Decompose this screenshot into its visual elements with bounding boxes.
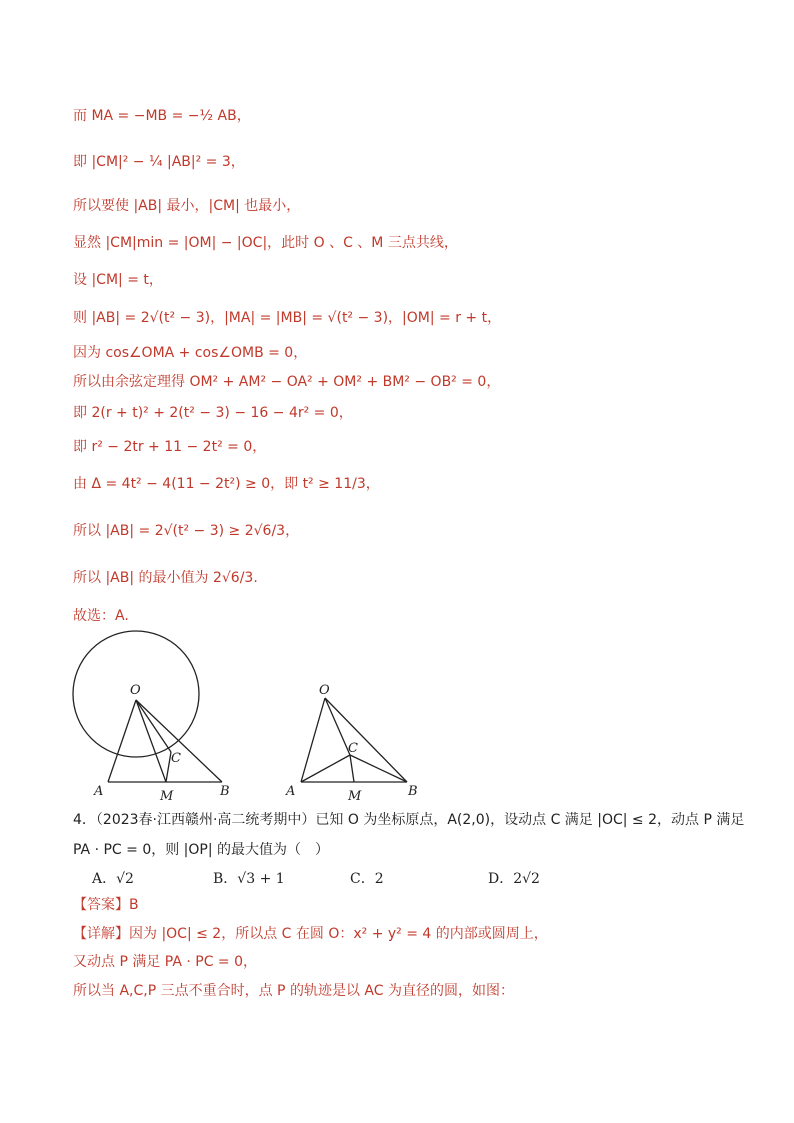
solution-line: 显然 |CM|min = |OM| − |OC|，此时 O 、C 、M 三点共线， <box>73 235 458 251</box>
geometry-figure <box>60 630 440 805</box>
label-o: O <box>130 683 141 698</box>
label-a: A <box>94 784 104 799</box>
answer-line: 【答案】B <box>73 897 139 913</box>
option-c: C．2 <box>350 871 384 887</box>
label-b: B <box>408 784 418 799</box>
label-c: C <box>348 741 358 756</box>
solution-line: 而 MA = −MB = −½ AB， <box>73 108 251 124</box>
solution-line: 即 r² − 2tr + 11 − 2t² = 0， <box>73 439 267 455</box>
segment-oc <box>325 698 350 755</box>
label-m: M <box>348 789 362 804</box>
option-d: D．2√2 <box>488 871 540 887</box>
segment-oa <box>301 698 325 782</box>
solution-line: 所以由余弦定理得 OM² + AM² − OA² + OM² + BM² − OB² = 0， <box>73 374 501 390</box>
segment-ca <box>301 755 350 782</box>
segment-oc <box>136 700 171 752</box>
label-a: A <box>286 784 296 799</box>
solution-line: 设 |CM| = t， <box>73 272 163 288</box>
segment-oa <box>108 700 136 782</box>
solution-line: 故选：A. <box>73 608 129 624</box>
solution-line: 所以 |AB| = 2√(t² − 3) ≥ 2√6/3， <box>73 523 300 539</box>
option-a: A．√2 <box>92 871 134 887</box>
segment-cm <box>350 755 354 782</box>
solution-line: 即 |CM|² − ¼ |AB|² = 3， <box>73 154 245 170</box>
segment-ob <box>136 700 222 782</box>
detail-line: 又动点 P 满足 PA · PC = 0， <box>73 954 258 970</box>
question-line-2: PA · PC = 0，则 |OP| 的最大值为（ ） <box>73 842 330 858</box>
label-c: C <box>171 751 181 766</box>
solution-line: 即 2(r + t)² + 2(t² − 3) − 16 − 4r² = 0， <box>73 405 353 421</box>
left-figure <box>73 631 230 804</box>
solution-line: 由 Δ = 4t² − 4(11 − 2t²) ≥ 0，即 t² ≥ 11/3， <box>73 476 380 492</box>
segment-om <box>136 700 166 782</box>
detail-line: 【详解】因为 |OC| ≤ 2，所以点 C 在圆 O：x² + y² = 4 的内部或圆周上， <box>73 926 548 942</box>
option-b: B．√3 + 1 <box>213 871 285 887</box>
segment-cb <box>350 755 407 782</box>
label-b: B <box>220 784 230 799</box>
detail-line: 所以当 A,C,P 三点不重合时，点 P 的轨迹是以 AC 为直径的圆，如图： <box>73 983 514 999</box>
solution-line: 所以 |AB| 的最小值为 2√6/3. <box>73 570 258 586</box>
solution-line: 所以要使 |AB| 最小，|CM| 也最小， <box>73 198 301 214</box>
question-line-1: 4．（2023春·江西赣州·高二统考期中）已知 O 为坐标原点，A(2,0)，设动点 C 满足 |OC| ≤ 2，动点 P 满足 <box>73 812 745 828</box>
right-figure <box>285 683 418 804</box>
segment-ob <box>325 698 407 782</box>
label-o: O <box>319 683 330 698</box>
solution-line: 则 |AB| = 2√(t² − 3)，|MA| = |MB| = √(t² − 3)，|OM| = r + t， <box>73 310 502 326</box>
label-m: M <box>160 789 174 804</box>
solution-line: 因为 cos∠OMA + cos∠OMB = 0， <box>73 345 308 361</box>
